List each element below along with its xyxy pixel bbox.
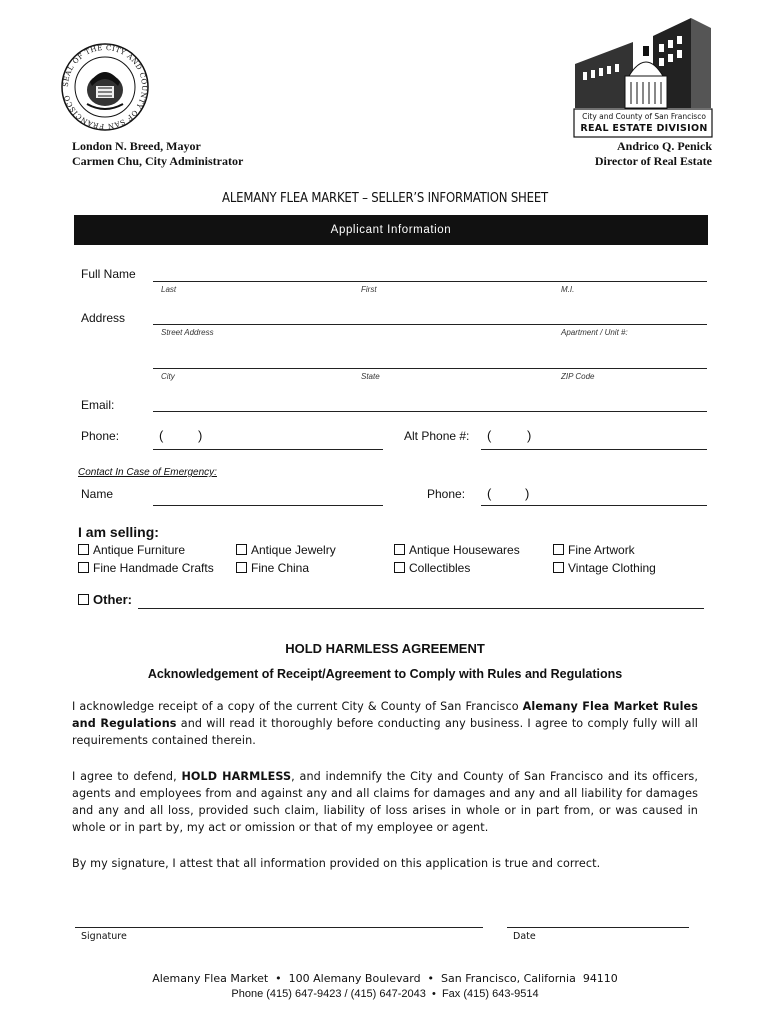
option-label: Fine Artwork xyxy=(568,543,635,557)
other-label: Other: xyxy=(93,592,132,607)
seal-text: SEAL OF THE CITY AND COUNTY OF SAN FRANCISCO xyxy=(61,43,149,131)
emergency-phone-field[interactable] xyxy=(481,505,707,506)
checkbox-icon xyxy=(553,562,564,573)
option-label: Fine China xyxy=(251,561,310,575)
option-antique-housewares[interactable] xyxy=(394,543,520,557)
section-bar-label: Applicant Information xyxy=(330,224,452,236)
emergency-phone-label: Phone: xyxy=(427,487,466,501)
p1-text-b: and will read it thoroughly before conducting any business. I agree to comply fully will all requirements contained therein. xyxy=(72,717,699,747)
footer-address: Alemany Flea Market • 100 Alemany Boulevard • San Francisco, California 94110 xyxy=(152,972,618,985)
director-name: Andrico Q. Penick xyxy=(617,139,712,153)
city-seal xyxy=(60,42,150,132)
phone-paren-close: ) xyxy=(198,428,203,443)
mayor-name: London N. Breed, Mayor xyxy=(72,139,201,153)
checkbox-icon xyxy=(236,544,247,555)
street-address-field[interactable] xyxy=(153,324,707,325)
logo-line1: City and County of San Francisco xyxy=(582,112,706,121)
last-label: Last xyxy=(161,285,177,294)
selling-heading: I am selling: xyxy=(78,524,159,540)
logo-line2: REAL ESTATE DIVISION xyxy=(580,123,708,134)
option-other[interactable] xyxy=(78,592,132,607)
form-title: ALEMANY FLEA MARKET – SELLER’S INFORMATION SHEET xyxy=(222,191,548,206)
option-label: Fine Handmade Crafts xyxy=(93,561,214,575)
city-label: City xyxy=(161,372,175,381)
checkbox-icon xyxy=(78,562,89,573)
p2-text-a: I agree to defend, xyxy=(72,770,182,783)
rules-title: Alemany Flea Market Rules and Regulations xyxy=(72,700,699,730)
p2-text-b: , and indemnify the City and County of San Francisco and its officers, agents and employees from and against any and all claims for damages and any and all liability for damages and any and all loss, provided such claim, liability of loss arises in whole or in part from, or was caused in whole or in part by, my act or omission or that of my employee or agent. xyxy=(72,770,699,834)
option-fine-artwork[interactable] xyxy=(553,543,635,557)
alt-phone-paren-close: ) xyxy=(527,428,532,443)
option-label: Antique Jewelry xyxy=(251,543,336,557)
full-name-field[interactable] xyxy=(153,281,707,282)
checkbox-icon xyxy=(394,544,405,555)
agreement-title: HOLD HARMLESS AGREEMENT xyxy=(285,641,485,656)
signature-field[interactable] xyxy=(75,927,483,928)
agreement-paragraph-2 xyxy=(72,768,698,836)
phone-label: Phone: xyxy=(81,429,120,443)
date-field[interactable] xyxy=(507,927,689,928)
alt-phone-field[interactable] xyxy=(481,449,707,450)
p1-text-a: I acknowledge receipt of a copy of the current City & County of San Francisco xyxy=(72,700,523,713)
option-fine-china[interactable] xyxy=(236,561,309,575)
date-label: Date xyxy=(513,931,536,942)
signature-label: Signature xyxy=(81,931,127,942)
footer-phone: Phone (415) 647-9423 / (415) 647-2043 • Fax (415) 643-9514 xyxy=(231,988,539,1000)
option-label: Antique Furniture xyxy=(93,543,186,557)
real-estate-logo xyxy=(573,16,713,138)
apt-label: Apartment / Unit #: xyxy=(561,328,628,337)
director-title: Director of Real Estate xyxy=(594,154,712,168)
administrator-name: Carmen Chu, City Administrator xyxy=(72,154,244,168)
agreement-paragraph-3: By my signature, I attest that all information provided on this application is true and correct. xyxy=(72,857,601,870)
emergency-name-field[interactable] xyxy=(153,505,383,506)
option-label: Collectibles xyxy=(409,561,471,575)
first-label: First xyxy=(361,285,377,294)
checkbox-icon xyxy=(78,594,89,605)
emergency-name-label: Name xyxy=(81,487,114,501)
emergency-label: Contact In Case of Emergency: xyxy=(78,467,217,478)
mi-label: M.I. xyxy=(561,285,575,294)
checkbox-icon xyxy=(236,562,247,573)
emergency-paren-open: ( xyxy=(487,486,492,501)
emergency-paren-close: ) xyxy=(525,486,530,501)
phone-paren-open: ( xyxy=(159,428,164,443)
phone-field[interactable] xyxy=(153,449,383,450)
email-label: Email: xyxy=(81,398,115,412)
email-field[interactable] xyxy=(153,411,707,412)
hold-harmless-bold: HOLD HARMLESS xyxy=(181,770,292,783)
city-state-zip-field[interactable] xyxy=(153,368,707,369)
option-collectibles[interactable] xyxy=(394,561,470,575)
alt-phone-label: Alt Phone #: xyxy=(404,429,470,443)
checkbox-icon xyxy=(394,562,405,573)
zip-label: ZIP Code xyxy=(561,372,595,381)
checkbox-icon xyxy=(78,544,89,555)
option-label: Antique Housewares xyxy=(409,543,520,557)
option-antique-furniture[interactable] xyxy=(78,543,185,557)
agreement-subtitle: Acknowledgement of Receipt/Agreement to Comply with Rules and Regulations xyxy=(147,667,623,681)
address-label: Address xyxy=(81,311,126,325)
agreement-paragraph-1 xyxy=(72,698,698,749)
option-label: Vintage Clothing xyxy=(568,561,656,575)
alt-phone-paren-open: ( xyxy=(487,428,492,443)
full-name-label: Full Name xyxy=(81,267,136,281)
checkbox-icon xyxy=(553,544,564,555)
state-label: State xyxy=(361,372,380,381)
street-label: Street Address xyxy=(161,328,214,337)
section-bar xyxy=(74,215,708,245)
option-fine-handmade-crafts[interactable] xyxy=(78,561,214,575)
option-antique-jewelry[interactable] xyxy=(236,543,336,557)
other-field[interactable] xyxy=(138,608,704,609)
option-vintage-clothing[interactable] xyxy=(553,561,656,575)
